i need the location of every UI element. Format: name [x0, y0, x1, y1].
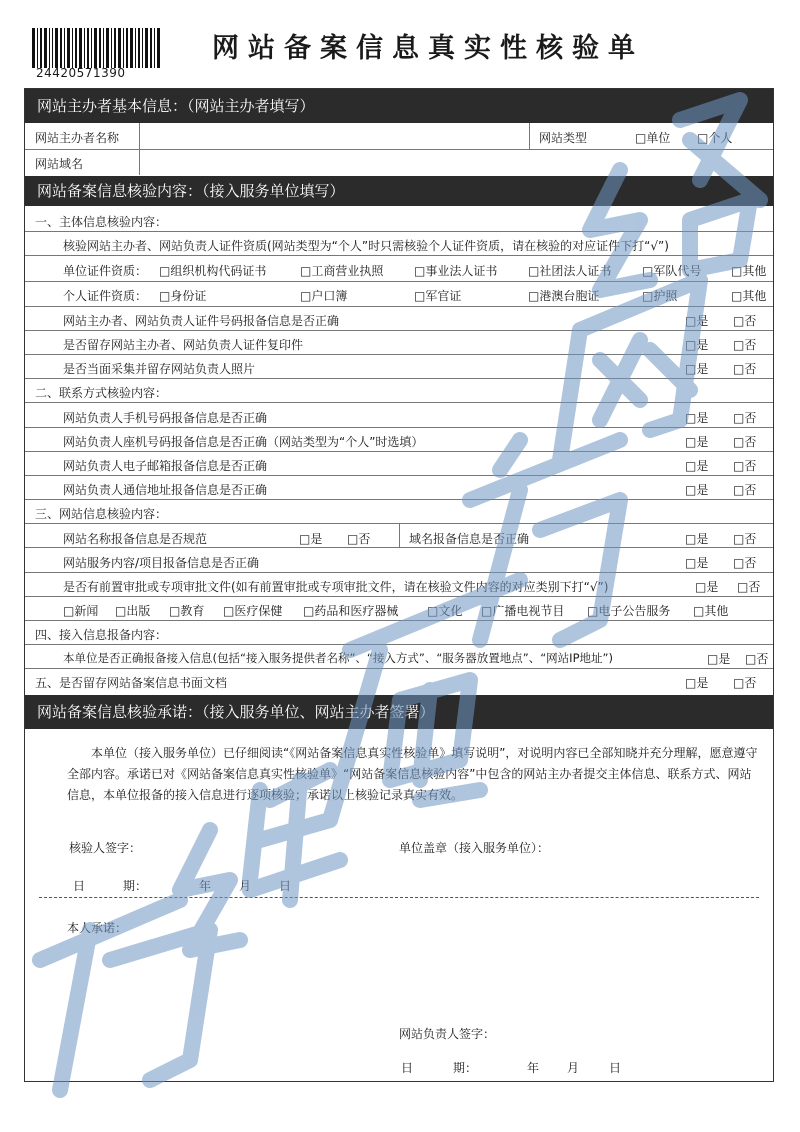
unit-cert-public-institution[interactable]: □事业法人证书	[414, 264, 498, 278]
g3-item-service-content: 网站服务内容/项目报备信息是否正确	[63, 556, 260, 570]
section-promise-header: 网站备案信息核验承诺：（接入服务单位、网站主办者签署）	[25, 695, 773, 729]
g1-item-copy-retained: 是否留存网站主办者、网站负责人证件复印件	[63, 338, 304, 352]
section-basic-info-header: 网站主办者基本信息：（网站主办者填写）	[25, 89, 773, 123]
unit-cert-org-code[interactable]: □组织机构代码证书	[159, 264, 267, 278]
domain-label: 网站域名	[35, 157, 84, 171]
g3-service-no[interactable]: □否	[733, 556, 757, 570]
verifier-sign-label: 核验人签字：	[69, 841, 142, 855]
g3-item-approval: 是否有前置审批或专项审批文件(如有前置审批或专项审批文件，请在核验文件内容的对应类别下打“√”)	[63, 580, 609, 594]
g1-item2-no[interactable]: □否	[733, 338, 757, 352]
document-title: 网站备案信息真实性核验单	[212, 33, 644, 64]
g2-item4-no[interactable]: □否	[733, 483, 757, 497]
g1-item3-no[interactable]: □否	[733, 362, 757, 376]
g3-service-yes[interactable]: □是	[685, 556, 709, 570]
barcode	[32, 28, 160, 68]
person-cert-id-card[interactable]: □身份证	[159, 289, 207, 303]
unit-cert-social-org[interactable]: □社团法人证书	[528, 264, 612, 278]
site-type-label: 网站类型	[539, 131, 588, 145]
g2-item2-no[interactable]: □否	[733, 435, 757, 449]
unit-cert-label: 单位证件资质：	[63, 264, 148, 278]
unit-cert-military-code[interactable]: □军队代号	[642, 264, 702, 278]
dashed-divider	[39, 897, 759, 898]
g2-item2-yes[interactable]: □是	[685, 435, 709, 449]
approval-other[interactable]: □其他	[693, 604, 729, 618]
approval-medical[interactable]: □医疗保健	[223, 604, 283, 618]
approval-education[interactable]: □教育	[169, 604, 205, 618]
g1-item2-yes[interactable]: □是	[685, 338, 709, 352]
unit-cert-other[interactable]: □其他	[731, 264, 767, 278]
g2-item-landline: 网站负责人座机号码报备信息是否正确（网站类型为“个人”时选填）	[63, 435, 424, 449]
g2-item4-yes[interactable]: □是	[685, 483, 709, 497]
g2-item-address: 网站负责人通信地址报备信息是否正确	[63, 483, 268, 497]
g2-item1-yes[interactable]: □是	[685, 411, 709, 425]
g2-item-mobile: 网站负责人手机号码报备信息是否正确	[63, 411, 268, 425]
person-cert-other[interactable]: □其他	[731, 289, 767, 303]
section-verification-header: 网站备案信息核验内容：（接入服务单位填写）	[25, 176, 773, 206]
group2-title: 二、联系方式核验内容：	[35, 386, 168, 400]
g2-item3-yes[interactable]: □是	[685, 459, 709, 473]
person-cert-hk-macao-tw[interactable]: □港澳台胞证	[528, 289, 600, 303]
g1-item1-no[interactable]: □否	[733, 314, 757, 328]
g2-item-email: 网站负责人电子邮箱报备信息是否正确	[63, 459, 268, 473]
unit-cert-business-license[interactable]: □工商营业执照	[300, 264, 384, 278]
unit-seal-label: 单位盖章（接入服务单位）：	[399, 841, 550, 855]
g3-name-yes[interactable]: □是	[299, 532, 323, 546]
approval-broadcast[interactable]: □广播电视节目	[481, 604, 565, 618]
self-promise-label: 本人承诺：	[67, 921, 128, 935]
g2-item3-no[interactable]: □否	[733, 459, 757, 473]
person-cert-label: 个人证件资质：	[63, 289, 148, 303]
approval-drugs[interactable]: □药品和医疗器械	[303, 604, 399, 618]
g3-domain-no[interactable]: □否	[733, 532, 757, 546]
g3-approval-no[interactable]: □否	[737, 580, 761, 594]
g3-name-no[interactable]: □否	[347, 532, 371, 546]
g3-item-site-name: 网站名称报备信息是否规范	[63, 532, 208, 546]
verification-form: 网站主办者基本信息：（网站主办者填写） 网站主办者名称 网站类型 □单位 □个人 网站域名 网站备案信息核验内容：（接入服务单位填写） 一、主体信息核验内容： 核验网站主办者、网站负责人证件资质(网站类型为“个人”时只需核验个人证件资质，请在核验的对应证件下打“√”) 单位证件资质： □组织机构代码证书 □工商营业执照 □事业法人证书 □社团法人证书 □军队代号 □其他 个人证件资质： □身份证 □户口簿 □军官证 □港澳台胞证 □护照 □其他 网站主办者、网站负责人证件号码报备信息是否正确 □是 □否 是否留存网站主办者、网站负责人证件复印件 □是 □否 是否当面采集并留存网站负责人照片 □是 □否 二、联系方式核验内容： 网站负责人手机号码报备信息是否正确 □是 □否 网站负责人座机号码报备信息是否正确（网站类型为“个人”时选填） □是 □否 网站负责人电子邮箱报备信息是否正确 □是 □否 网站负责人通信地址报备信息是否正确 □是 □否 三、网站信息核验内容： 网站名称报备信息是否规范 □是 □否 域名报备信息是否正确 □是 □否 网站服务内容/项目报备信息是否正确 □是 □否 是否有前置审批或专项审批文件(如有前置审批或专项审批文件，请在核验文件内容的对应类别下打“√”) □是 □否 □新闻 □出版 □教育 □医疗保健 □药品和医疗器械 □文化 □广播电视节目 □电子公告服务 □其他 四、接入信息报备内容： 本单位是否正确报备接入信息(包括“接入服务提供者名称”、“接入方式”、“服务器放置地点”、“网站IP地址”) □是 □否 五、是否留存网站备案信息书面文档 □是 □否 网站备案信息核验承诺：（接入服务单位、网站主办者签署） 本单位（接入服务单位）已仔细阅读“《网站备案信息真实性核验单》填写说明”，对说明内容已全部知晓并充分理解，愿意遵守全部内容。承诺已对《网站备案信息真实性核验单》“网站备案信息核验内容”中包含的网站主办者提交主体信息、联系方式、网站信息，本单位报备的接入信息进行逐项核验；承诺以上核验记录真实有效。 核验人签字： 单位盖章（接入服务单位）： 日 期： 年 月 日 本人承诺： 网站负责人签字： 日 期： 年 月 日	[24, 88, 774, 1082]
group4-title: 四、接入信息报备内容：	[35, 628, 168, 642]
g5-yes[interactable]: □是	[685, 676, 709, 690]
person-cert-officer[interactable]: □军官证	[414, 289, 462, 303]
approval-bbs[interactable]: □电子公告服务	[587, 604, 671, 618]
group3-title: 三、网站信息核验内容：	[35, 507, 168, 521]
person-cert-passport[interactable]: □护照	[642, 289, 678, 303]
g1-item3-yes[interactable]: □是	[685, 362, 709, 376]
owner-sign-label: 网站负责人签字：	[399, 1027, 496, 1041]
approval-news[interactable]: □新闻	[63, 604, 99, 618]
g3-approval-yes[interactable]: □是	[695, 580, 719, 594]
g4-no[interactable]: □否	[745, 652, 769, 666]
site-type-unit-checkbox[interactable]: □单位	[635, 131, 671, 145]
site-type-person-checkbox[interactable]: □个人	[697, 131, 733, 145]
group1-intro: 核验网站主办者、网站负责人证件资质(网站类型为“个人”时只需核验个人证件资质，请在核验的对应证件下打“√”)	[63, 239, 669, 253]
g1-item1-yes[interactable]: □是	[685, 314, 709, 328]
promise-text: 本单位（接入服务单位）已仔细阅读“《网站备案信息真实性核验单》填写说明”，对说明内容已全部知晓并充分理解，愿意遵守全部内容。承诺已对《网站备案信息真实性核验单》“网站备案信息核验内容”中包含的网站主办者提交主体信息、联系方式、网站信息，本单位报备的接入信息进行逐项核验；承诺以上核验记录真实有效。	[67, 746, 758, 802]
g4-yes[interactable]: □是	[707, 652, 731, 666]
g3-domain-yes[interactable]: □是	[685, 532, 709, 546]
barcode-number: 24420571390	[36, 66, 126, 80]
g2-item1-no[interactable]: □否	[733, 411, 757, 425]
approval-culture[interactable]: □文化	[427, 604, 463, 618]
person-cert-household[interactable]: □户口簿	[300, 289, 348, 303]
g5-no[interactable]: □否	[733, 676, 757, 690]
g1-item-cert-number: 网站主办者、网站负责人证件号码报备信息是否正确	[63, 314, 340, 328]
group5-title: 五、是否留存网站备案信息书面文档	[35, 676, 228, 690]
group1-title: 一、主体信息核验内容：	[35, 215, 168, 229]
sponsor-name-label: 网站主办者名称	[35, 131, 120, 145]
approval-publishing[interactable]: □出版	[115, 604, 151, 618]
g3-item-domain: 域名报备信息是否正确	[409, 532, 530, 546]
g1-item-photo: 是否当面采集并留存网站负责人照片	[63, 362, 256, 376]
g4-item-access-info: 本单位是否正确报备接入信息(包括“接入服务提供者名称”、“接入方式”、“服务器放置地点”、“网站IP地址”)	[63, 651, 613, 665]
